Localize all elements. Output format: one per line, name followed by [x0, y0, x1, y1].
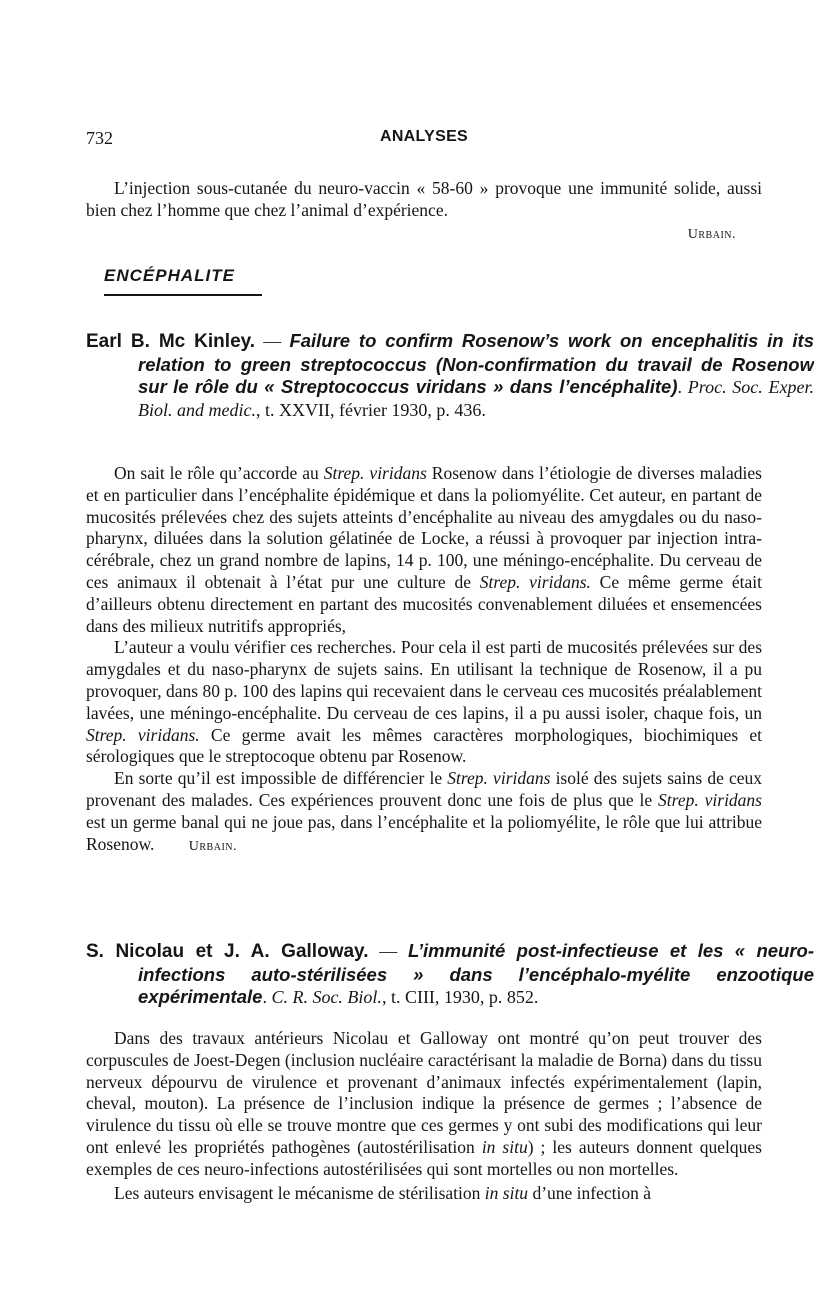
text-run: ) ; les auteurs donnent quelques exemples de ces neuro-infections autostérilisées qui sont mortelles ou non mortelles.: [86, 1136, 762, 1179]
text-run: En sorte qu’il est impossible de différencier le: [114, 768, 448, 789]
article2-reference: [86, 940, 814, 1009]
text-run: Dans des travaux antérieurs Nicolau et Galloway ont montré qu’on peut trouver des corpuscules de Joest-Degen (inclusion nucléaire caractérisant la maladie de Borna) dans du tissu nerveux dépourvu de virulence et provenant d’animaux infectés expérimentalement (lapin, cheval, mouton). La présence de l’inclusion indique la présence de germes ; l’absence de virulence du tissu où elle se trouve montre que ces germes y ont subi des modifications qui leur ont enlevé les propriétés pathogènes (autostérilisation: [86, 1028, 762, 1157]
article2-source-details: , t. CIII, 1930, p. 852.: [381, 987, 539, 1007]
text-run: Ce germe avait les mêmes caractères morphologiques, biochimiques et sérologiques que le streptocoque obtenu par Rosenow.: [86, 724, 763, 767]
article1-reference: [86, 330, 814, 421]
article1-dash: —: [255, 331, 290, 351]
article1-period: .: [677, 377, 688, 397]
article2-source: C. R. Soc. Biol.: [271, 987, 382, 1007]
section-title: ENCÉPHALITE: [104, 266, 262, 296]
text-run: L’auteur a voulu vérifier ces recherches. Pour cela il est parti de mucosités prélevées sur des amygdales et du naso-pharynx de sujets sains. En utilisant la technique de Rosenow, il a pu provoquer, dans 80 p. 100 des lapins qui recevaient dans le cerveau ces mucosités préalablement lavées, une méningo-encéphalite. Du cerveau de ces lapins, il a pu aussi isoler, chaque fois, un: [86, 637, 762, 723]
article1-signature: Urbain.: [188, 838, 237, 854]
intro-paragraph: [86, 178, 762, 245]
article1-paragraph-3: [86, 768, 762, 857]
article2-dash: —: [368, 941, 408, 961]
article1-source: Proc. Soc. Exper. Biol. and medic.: [138, 377, 814, 420]
page-number: 732: [86, 128, 113, 148]
article2-period: .: [262, 987, 272, 1007]
intro-text: L’injection sous-cutanée du neuro-vaccin « 58-60 » provoque une immunité solide, aussi bien chez l’homme que chez l’animal d’expérience.: [86, 178, 762, 220]
article1-body: [86, 463, 762, 857]
article2-title: L’immunité post-infectieuse et les « neuro-infections auto-stérilisées » dans l’encéphalo-myélite enzootique expérimentale: [138, 940, 814, 1007]
text-run: est un germe banal qui ne joue pas, dans l’encéphalite et la poliomyélite, le rôle que lui attribue Rosenow.: [86, 811, 762, 854]
italic-text: Strep. viridans: [323, 463, 427, 483]
article1-source-details: , t. XXVII, février 1930, p. 436.: [255, 399, 486, 420]
article1-paragraph-1: [86, 463, 762, 637]
italic-text: Strep. viridans: [447, 768, 551, 789]
italic-text: Strep. viridans: [658, 789, 762, 810]
article2-body: [86, 1028, 762, 1204]
text-run: Rosenow dans l’étiologie de diverses maladies et en particulier dans l’encéphalite épidémique et dans la poliomyélite. Cet auteur, en partant de mucosités prélevées chez des sujets atteints d’encéphalite au niveau des amygdales ou du naso-pharynx, diluées dans la solution gélatinée de Locke, a réussi à provoquer par injection intra-cérébrale, chez un grand nombre de lapins, 14 p. 100, une méningo-encéphalite. Du cerveau de ces animaux il obtenait à l’état pur une culture de: [86, 463, 762, 592]
running-head: ANALYSES: [379, 128, 469, 145]
article1-paragraph-2: [86, 637, 762, 768]
intro-signature: Urbain.: [687, 226, 736, 242]
italic-text: Strep. viridans.: [479, 571, 591, 592]
text-run: d’une infection à: [528, 1182, 651, 1203]
text-run: isolé des sujets sains de ceux provenant des malades. Ces expériences prouvent donc une fois de plus que le: [86, 768, 763, 810]
text-run: Les auteurs envisagent le mécanisme de stérilisation: [114, 1182, 485, 1203]
page-header: [86, 128, 762, 158]
text-run: Ce même germe était d’ailleurs obtenu directement en partant des mucosités convenablement diluées et ensemencées dans des milieux nutritifs appropriés,: [86, 571, 762, 636]
article2-paragraph-2: [86, 1183, 762, 1205]
article2-author: S. Nicolau et J. A. Galloway.: [86, 941, 369, 962]
italic-text: in situ: [484, 1182, 529, 1203]
article1-author: Earl B. Mc Kinley.: [86, 331, 256, 352]
italic-text: in situ: [481, 1136, 528, 1157]
italic-text: Strep. viridans.: [86, 724, 200, 745]
article2-paragraph-1: [86, 1028, 762, 1181]
article1-title: Failure to confirm Rosenow’s work on encephalitis in its relation to green streptococcus (Non-confirmation du travail de Rosenow sur le rôle du « Streptococcus viridans » dans l’encéphalite): [138, 330, 814, 397]
text-run: On sait le rôle qu’accorde au: [114, 463, 324, 483]
